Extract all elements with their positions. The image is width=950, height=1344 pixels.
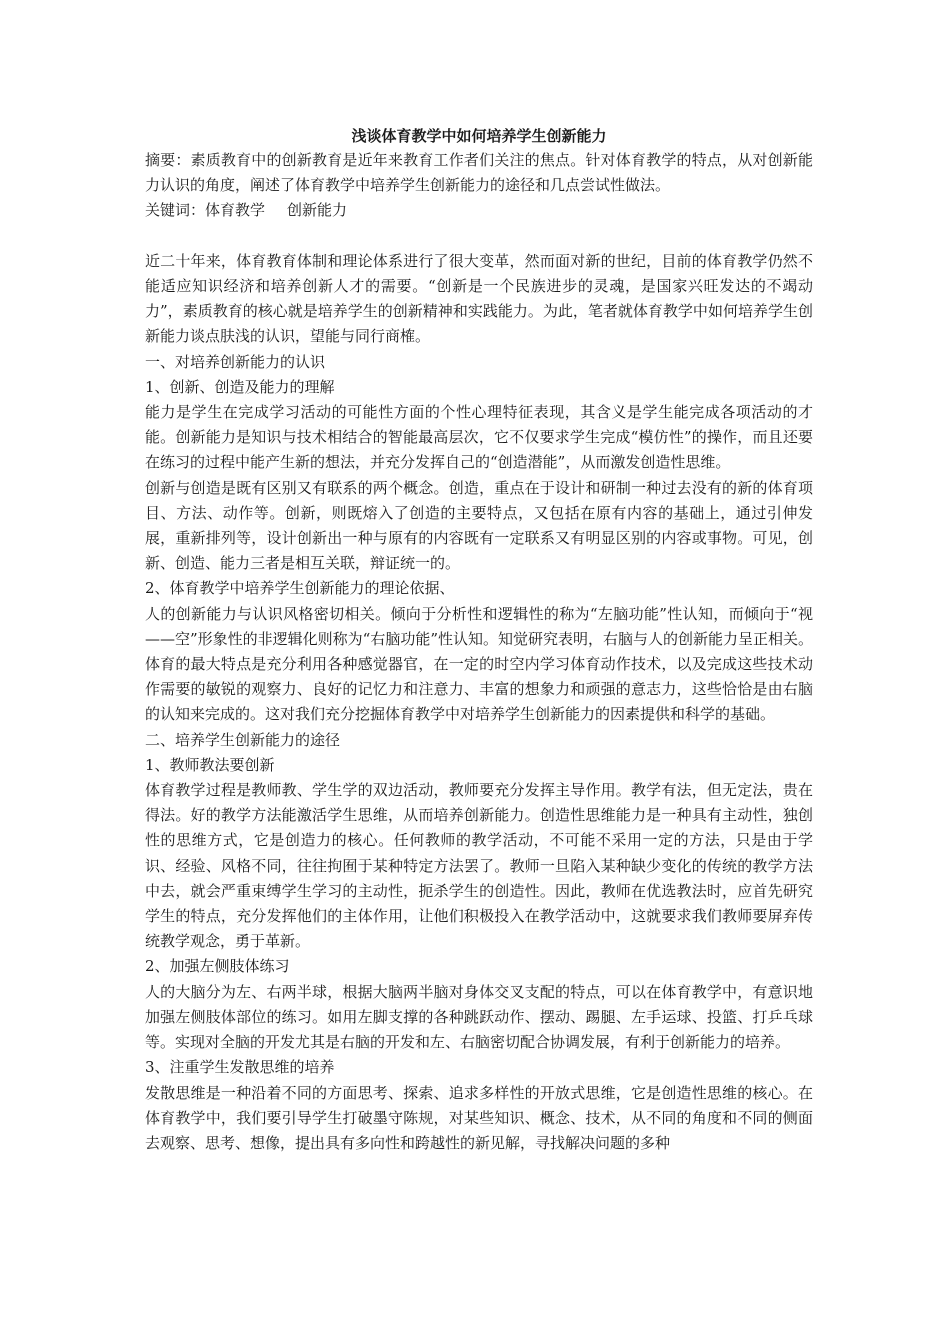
subsection-heading-2-3: 3、注重学生发散思维的培养	[145, 1058, 335, 1077]
keywords-line	[145, 198, 813, 223]
paragraph-1-1-a: 能力是学生在完成学习活动的可能性方面的个性心理特征表现，其含义是学生能完成各项活动的才能。创新能力是知识与技术相结合的智能最高层次，它不仅要求学生完成“模仿性”的操作，而且还要在练习的过程中能产生新的想法，并充分发挥自己的“创造潜能”，从而激发创造性思维。	[145, 403, 813, 472]
section-heading-2: 二、培养学生创新能力的途径	[145, 730, 341, 749]
paragraph-1-2: 人的创新能力与认识风格密切相关。倾向于分析性和逻辑性的称为“左脑功能”性认知，而倾向于“视——空”形象性的非逻辑化则称为“右脑功能”性认知。知觉研究表明，右脑与人的创新能力呈正相关。体育的最大特点是充分利用各种感觉器官，在一定的时空内学习体育动作技术，以及完成这些技术动作需要的敏锐的观察力、良好的记忆力和注意力、丰富的想象力和顽强的意志力，这些恰恰是由右脑的认知来完成的。这对我们充分挖掘体育教学中对培养学生创新能力的因素提供和科学的基础。	[145, 604, 814, 724]
keyword-1: 体育教学	[205, 201, 266, 220]
intro-paragraph: 近二十年来，体育教育体制和理论体系进行了很大变革，然而面对新的世纪，目前的体育教学仍然不能适应知识经济和培养创新人才的需要。“创新是一个民族进步的灵魂，是国家兴旺发达的不竭动力”，素质教育的核心就是培养学生的创新精神和实践能力。为此，笔者就体育教学中如何培养学生创新能力谈点肤浅的认识，望能与同行商榷。	[145, 251, 813, 346]
section-heading-1: 一、对培养创新能力的认识	[145, 352, 326, 371]
subsection-heading-2-1: 1、教师教法要创新	[145, 755, 275, 774]
paragraph-2-2: 人的大脑分为左、右两半球，根据大脑两半脑对身体交叉支配的特点，可以在体育教学中，有意识地加强左侧肢体部位的练习。如用左脚支撑的各种跳跃动作、摆动、踢腿、左手运球、投篮、打乒乓球等。实现对全脑的开发尤其是右脑的开发和左、右脑密切配合协调发展，有利于创新能力的培养。	[145, 982, 813, 1052]
paragraph-1-1-b: 创新与创造是既有区别又有联系的两个概念。创造，重点在于设计和研制一种过去没有的新的体育项目、方法、动作等。创新，则既熔入了创造的主要特点，又包括在原有内容的基础上，通过引伸发展，重新排列等，设计创新出一种与原有的内容既有一定联系又有明显区别的内容或事物。可见，创新、创造、能力三者是相互关联，辩证统一的。	[145, 478, 813, 573]
subsection-heading-2-2: 2、加强左侧肢体练习	[145, 957, 290, 976]
subsection-heading-1-1: 1、创新、创造及能力的理解	[145, 377, 335, 396]
document-title: 浅谈体育教学中如何培养学生创新能力	[351, 127, 607, 145]
keyword-2: 创新能力	[287, 201, 348, 220]
document-page	[145, 124, 813, 1156]
paragraph-2-1: 体育教学过程是教师教、学生学的双边活动，教师要充分发挥主导作用。教学有法，但无定法，贵在得法。好的教学方法能激活学生思维，从而培养创新能力。创造性思维能力是一种具有主动性，独创性的思维方式，它是创造力的核心。任何教师的教学活动，不可能不采用一定的方法，只是由于学识、经验、风格不同，往往拘囿于某种特定方法罢了。教师一旦陷入某种缺少变化的传统的教学方法中去，就会严重束缚学生学习的主动性，扼杀学生的创造性。因此，教师在优选教法时，应首先研究学生的特点，充分发挥他们的主体作用，让他们积极投入在教学活动中，这就要求我们教师要屏弃传统教学观念，勇于革新。	[145, 781, 813, 951]
paragraph-2-3: 发散思维是一种沿着不同的方面思考、探索、追求多样性的开放式思维，它是创造性思维的核心。在体育教学中，我们要引导学生打破墨守陈规，对某些知识、概念、技术，从不同的角度和不同的侧面去观察、思考、想像，提出具有多向性和跨越性的新见解，寻找解决问题的多种	[145, 1083, 813, 1152]
keywords-label: 关键词：	[145, 201, 206, 220]
subsection-heading-1-2: 2、体育教学中培养学生创新能力的理论依据、	[145, 579, 455, 598]
blank-line	[145, 224, 813, 249]
abstract-paragraph: 摘要：素质教育中的创新教育是近年来教育工作者们关注的焦点。针对体育教学的特点，从对创新能力认识的角度，阐述了体育教学中培养学生创新能力的途径和几点尝试性做法。	[145, 151, 813, 195]
